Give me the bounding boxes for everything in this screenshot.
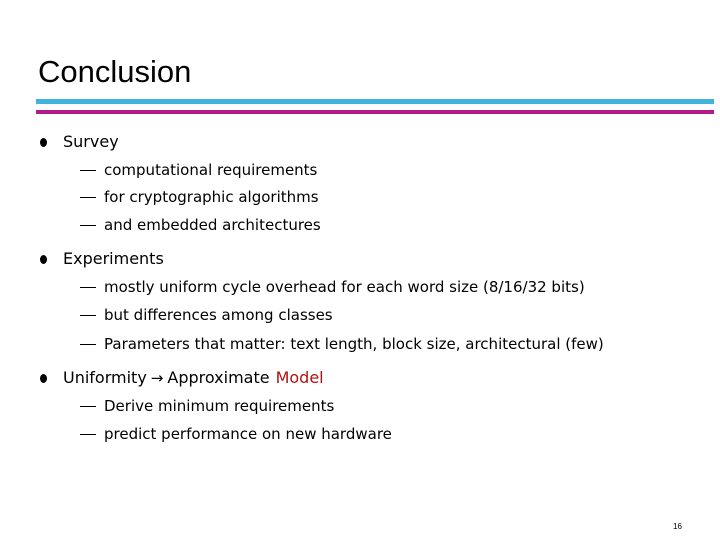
sub-item <box>80 331 604 357</box>
dash-icon <box>80 344 96 345</box>
sub-item-text: and embedded architectures <box>104 216 321 234</box>
sub-item <box>80 212 321 238</box>
bullet-uniformity <box>40 365 324 391</box>
sub-item <box>80 393 334 419</box>
dash-icon <box>80 197 96 198</box>
bullet-label: Survey <box>63 132 119 151</box>
sub-item-text: mostly uniform cycle overhead for each word size (8/16/32 bits) <box>104 278 585 296</box>
sub-item-text: but differences among classes <box>104 306 333 324</box>
slide-title: Conclusion <box>38 54 192 89</box>
bullet-dot-icon <box>40 138 47 147</box>
sub-item-text: predict performance on new hardware <box>104 425 392 443</box>
bullet-label: Experiments <box>63 249 164 268</box>
sub-item-text: for cryptographic algorithms <box>104 188 319 206</box>
bullet-label-part1: Uniformity <box>63 368 147 387</box>
sub-item <box>80 302 333 328</box>
dash-icon <box>80 170 96 171</box>
page-number: 16 <box>673 522 682 531</box>
dash-icon <box>80 287 96 288</box>
sub-item-text: computational requirements <box>104 161 318 179</box>
bullet-experiments <box>40 246 164 272</box>
highlight-model: Model <box>275 368 324 387</box>
sub-item-text: Derive minimum requirements <box>104 397 335 415</box>
bullet-dot-icon <box>40 255 47 264</box>
right-arrow-icon: → <box>150 369 164 387</box>
bullet-dot-icon <box>40 374 47 383</box>
bullet-survey <box>40 129 119 155</box>
dash-icon <box>80 434 96 435</box>
sub-item-text: Parameters that matter: text length, block size, architectural (few) <box>104 335 604 353</box>
bullet-label <box>63 365 324 391</box>
sub-item <box>80 274 585 300</box>
sub-item <box>80 184 319 210</box>
sub-item <box>80 421 392 447</box>
dash-icon <box>80 225 96 226</box>
dash-icon <box>80 315 96 316</box>
bullet-label-part2: Approximate <box>167 368 270 387</box>
sub-item <box>80 157 317 183</box>
dash-icon <box>80 406 96 407</box>
